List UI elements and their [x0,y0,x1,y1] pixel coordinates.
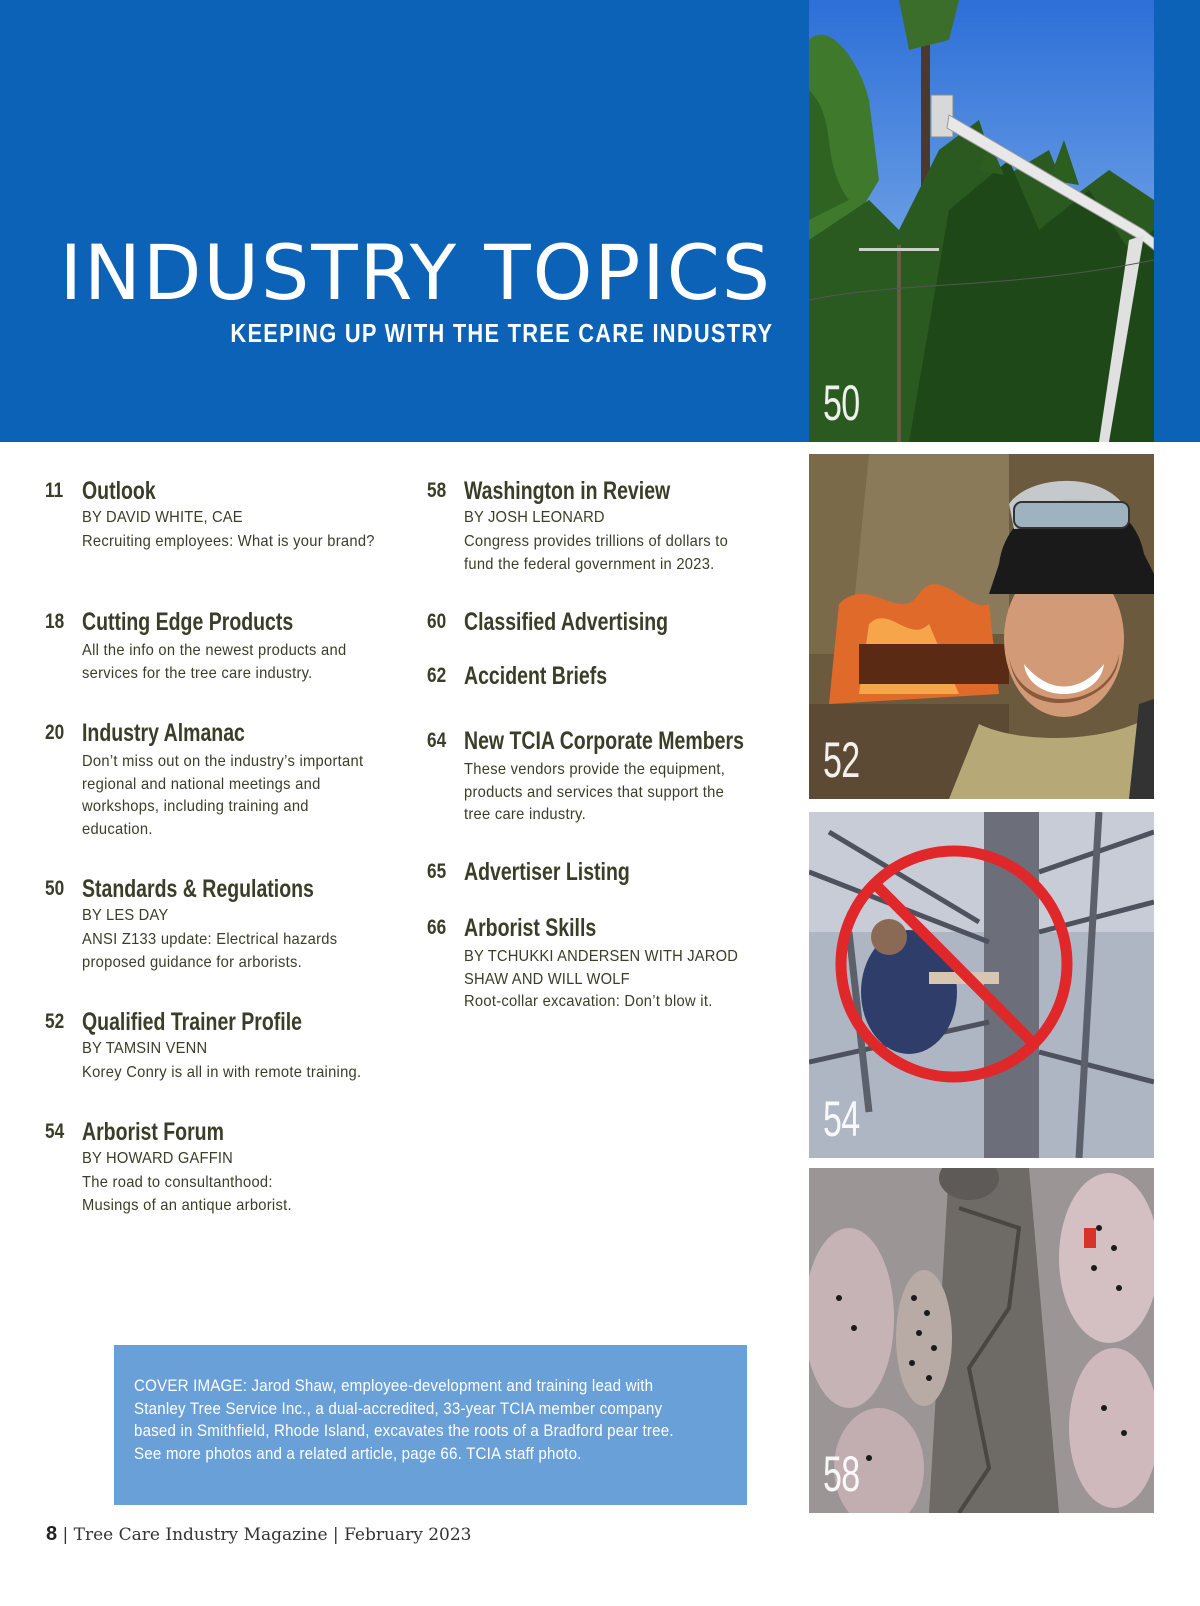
toc-page-number: 62 [427,664,447,687]
toc-page-number: 64 [427,729,447,752]
toc-title[interactable]: Advertiser Listing [464,858,630,886]
toc-page-number: 66 [427,916,447,939]
toc-page-number: 54 [45,1120,65,1143]
photo-page-number: 50 [823,375,860,431]
spotted-lanternfly-photo [809,1168,1154,1513]
photo-page-52[interactable] [809,454,1154,799]
toc-description: Recruiting employees: What is your brand? [82,533,375,550]
page-footer [46,1523,471,1546]
toc-title[interactable]: New TCIA Corporate Members [464,727,744,755]
photo-page-54[interactable] [809,812,1154,1158]
toc-page-number: 65 [427,860,447,883]
toc-page-number: 60 [427,610,447,633]
toc-title[interactable]: Cutting Edge Products [82,608,294,636]
toc-title[interactable]: Washington in Review [464,477,671,505]
footer-page-number: 8 [46,1523,58,1545]
photo-page-50[interactable] [809,0,1154,442]
photo-page-number: 58 [823,1446,860,1502]
toc-page-number: 50 [45,877,65,900]
toc-title[interactable]: Qualified Trainer Profile [82,1008,302,1036]
toc-title[interactable]: Industry Almanac [82,719,245,747]
toc-description: All the info on the newest products and services for the tree care industry. [82,642,347,682]
firefighter-portrait-photo [809,454,1154,799]
toc-title[interactable]: Standards & Regulations [82,875,314,903]
toc-byline: BY LES DAY [82,907,169,924]
bucket-truck-trees-photo [809,0,1154,442]
toc-description: Root-collar excavation: Don’t blow it. [464,993,713,1010]
footer-publication: | Tree Care Industry Magazine | February 2023 [57,1525,472,1545]
toc-title[interactable]: Classified Advertising [464,608,669,636]
cover-caption-box [114,1345,747,1505]
toc-description: Korey Conry is all in with remote training. [82,1064,362,1081]
toc-byline: BY JOSH LEONARD [464,509,605,526]
photo-page-number: 54 [823,1091,860,1147]
toc-title[interactable]: Accident Briefs [464,662,608,690]
toc-byline: BY TCHUKKI ANDERSEN WITH JAROD SHAW AND WILL WOLF [464,948,739,988]
toc-page-number: 18 [45,610,65,633]
toc-byline: BY DAVID WHITE, CAE [82,509,243,526]
toc-title[interactable]: Arborist Forum [82,1118,224,1146]
toc-description: Don’t miss out on the industry’s important regional and national meetings and workshops, including training and education. [82,753,364,838]
page-title: INDUSTRY TOPICS [59,228,772,317]
toc-page-number: 58 [427,479,447,502]
toc-page-number: 11 [45,479,64,502]
toc-byline: BY HOWARD GAFFIN [82,1150,233,1167]
toc-description: ANSI Z133 update: Electrical hazards proposed guidance for arborists. [82,931,338,971]
toc-title[interactable]: Outlook [82,477,156,505]
page-subtitle: KEEPING UP WITH THE TREE CARE INDUSTRY [230,318,773,348]
toc-page-number: 20 [45,721,65,744]
toc-description: The road to consultanthood: Musings of an antique arborist. [82,1174,292,1214]
toc-byline: BY TAMSIN VENN [82,1040,208,1057]
toc-title[interactable]: Arborist Skills [464,914,597,942]
photo-page-58[interactable] [809,1168,1154,1513]
toc-description: These vendors provide the equipment, products and services that support the tree care industry. [464,761,726,823]
toc-page-number: 52 [45,1010,65,1033]
photo-page-number: 52 [823,732,860,788]
no-symbol-tree-photo [809,812,1154,1158]
cover-caption-text: COVER IMAGE: Jarod Shaw, employee-development and training lead with Stanley Tree Service Inc., a dual-accredited, 33-year TCIA member company based in Smithfield, Rhode Island, excavates the roots of a Bradford pear tree. See more photos and a related article, page 66. TCIA staff photo. [134,1376,674,1463]
toc-description: Congress provides trillions of dollars to fund the federal government in 2023. [464,533,729,573]
